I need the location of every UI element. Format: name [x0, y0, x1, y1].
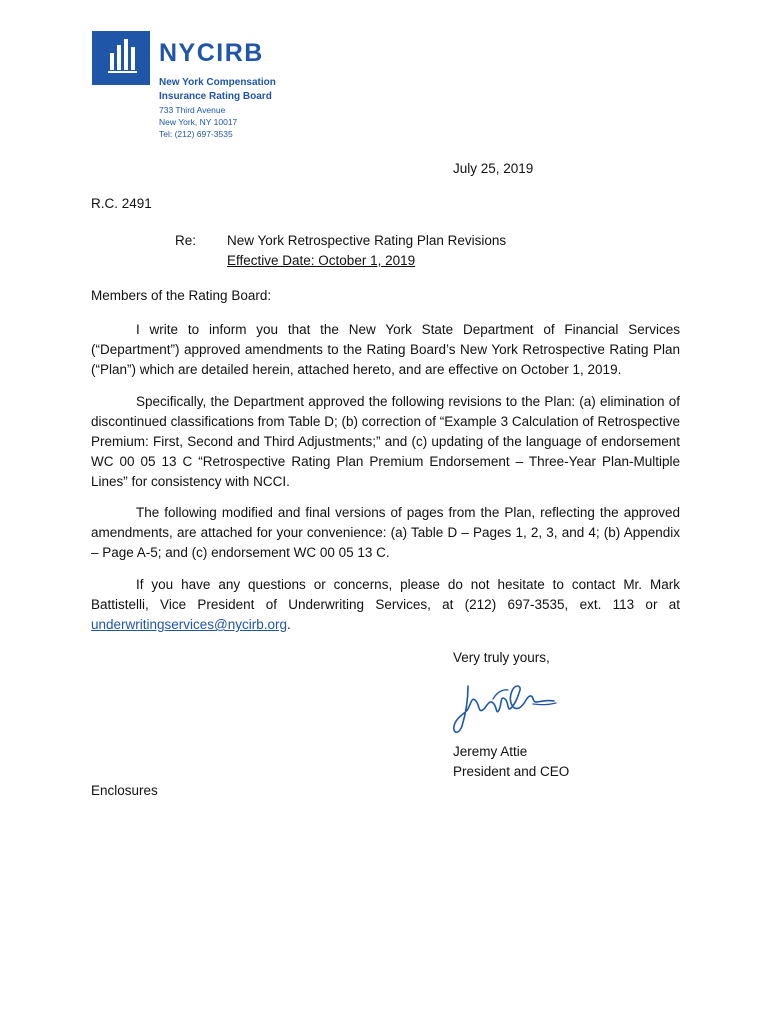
- re-effective-date: Effective Date: October 1, 2019: [227, 253, 416, 268]
- address-street: 733 Third Avenue: [159, 105, 226, 115]
- paragraph-4-suffix: .: [287, 617, 291, 632]
- address-city: New York, NY 10017: [159, 117, 238, 127]
- re-subject: New York Retrospective Rating Plan Revisions: [227, 233, 507, 248]
- organization-name-line2: Insurance Rating Board: [159, 91, 272, 102]
- signature-icon: [450, 668, 565, 740]
- re-label: Re:: [175, 233, 197, 248]
- paragraph-2: Specifically, the Department approved the following revisions to the Plan: (a) elimination of discontinued classifications from Table D; (b) correction of “Example 3 Calculation of Retrospective Premium: First, Second and Third Adjustments;” and (c) updating of the language of endorsement WC 00 05 13 C “Retrospective Rating Plan Premium Endorsement – Three-Year Plan-Multiple Lines” for consistency with NCCI.: [91, 394, 680, 489]
- address-phone: Tel: (212) 697-3535: [159, 129, 233, 139]
- organization-name: [159, 76, 276, 104]
- email-link[interactable]: underwritingservices@nycirb.org: [91, 617, 288, 632]
- reference-number: R.C. 2491: [91, 196, 152, 211]
- signer-title: President and CEO: [453, 764, 570, 779]
- salutation: Members of the Rating Board:: [91, 288, 272, 303]
- letter-date: July 25, 2019: [453, 161, 534, 176]
- enclosures-label: Enclosures: [91, 783, 158, 798]
- organization-name-line1: New York Compensation: [159, 77, 276, 88]
- closing-line: Very truly yours,: [453, 650, 550, 665]
- paragraph-3: The following modified and final versions of pages from the Plan, reflecting the approved amendments, are attached for your convenience: (a) Table D – Pages 1, 2, 3, and 4; (b) Appendix – Page A-5; and (c) endorsement WC 00 05 13 C.: [91, 505, 680, 560]
- letterhead-address: [159, 104, 237, 140]
- paragraph-1: I write to inform you that the New York State Department of Financial Services (“Department”) approved amendments to the Rating Board’s New York Retrospective Rating Plan (“Plan”) which are detailed herein, attached hereto, and are effective on October 1, 2019.: [91, 322, 680, 377]
- nycirb-logo-icon: [92, 31, 150, 85]
- paragraph-4: [91, 575, 680, 635]
- paragraph-4-text: If you have any questions or concerns, please do not hesitate to contact Mr. Mark Battistelli, Vice President of Underwriting Services, at (212) 697-3535, ext. 113 or at: [91, 577, 680, 612]
- signer-name: Jeremy Attie: [453, 744, 528, 759]
- brand-name: NYCIRB: [159, 39, 264, 67]
- logo-mark-icon: [92, 31, 150, 85]
